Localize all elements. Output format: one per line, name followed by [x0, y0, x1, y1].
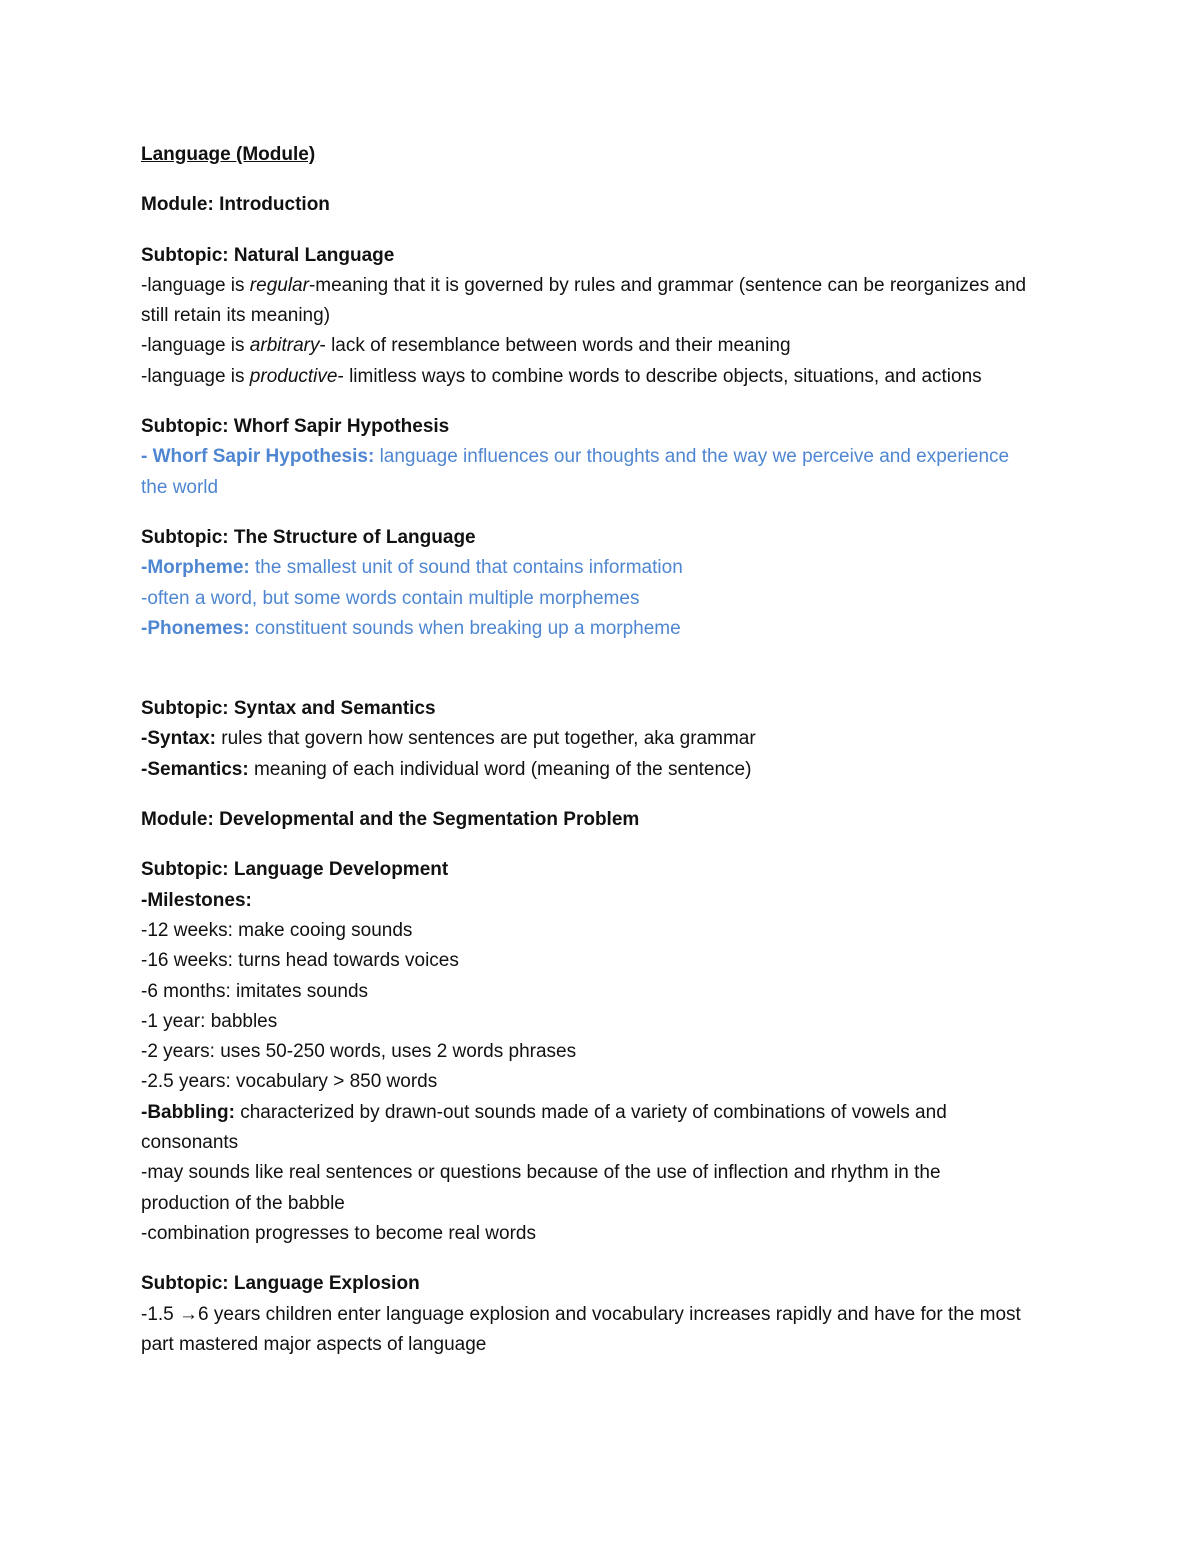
- natural-language-regular: -language is regular-meaning that it is governed by rules and grammar (sentence can be reorganizes and: [141, 274, 1027, 296]
- subtopic-heading-syntax-semantics: Subtopic: Syntax and Semantics: [141, 698, 436, 720]
- milestone-item: -2 years: uses 50-250 words, uses 2 words phrases: [141, 1041, 577, 1063]
- arrow-right-icon: →: [179, 1303, 199, 1325]
- milestone-item: -16 weeks: turns head towards voices: [141, 950, 459, 972]
- milestones-label: -Milestones:: [141, 889, 252, 911]
- phonemes-definition: -Phonemes: constituent sounds when breaking up a morpheme: [141, 617, 681, 639]
- module-heading-developmental: Module: Developmental and the Segmentation Problem: [141, 809, 640, 831]
- milestone-item: -2.5 years: vocabulary > 850 words: [141, 1071, 438, 1093]
- natural-language-productive: -language is productive- limitless ways to combine words to describe objects, situations, and actions: [141, 365, 982, 387]
- milestone-item: -1 year: babbles: [141, 1010, 278, 1032]
- babbling-definition-cont: consonants: [141, 1132, 239, 1154]
- babbling-note: -may sounds like real sentences or questions because of the use of inflection and rhythm in the: [141, 1162, 941, 1184]
- natural-language-regular-cont: still retain its meaning): [141, 305, 331, 327]
- semantics-definition: -Semantics: meaning of each individual word (meaning of the sentence): [141, 758, 752, 780]
- explosion-description: -1.5 →6 years children enter language explosion and vocabulary increases rapidly and have for the most: [141, 1303, 1021, 1325]
- whorf-sapir-definition: - Whorf Sapir Hypothesis: language influences our thoughts and the way we perceive and experience: [141, 446, 1010, 468]
- natural-language-arbitrary: -language is arbitrary- lack of resemblance between words and their meaning: [141, 335, 791, 357]
- milestone-item: -6 months: imitates sounds: [141, 980, 369, 1002]
- document-title: Language (Module): [141, 144, 316, 165]
- module-heading-introduction: Module: Introduction: [141, 194, 330, 216]
- babbling-definition: -Babbling: characterized by drawn-out sounds made of a variety of combinations of vowels and: [141, 1101, 947, 1123]
- subtopic-heading-language-development: Subtopic: Language Development: [141, 859, 449, 881]
- milestone-item: -12 weeks: make cooing sounds: [141, 919, 413, 941]
- babbling-note-cont: production of the babble: [141, 1192, 345, 1214]
- subtopic-heading-language-explosion: Subtopic: Language Explosion: [141, 1273, 420, 1295]
- combination-note: -combination progresses to become real words: [141, 1222, 536, 1244]
- morpheme-definition: -Morpheme: the smallest unit of sound that contains information: [141, 557, 683, 579]
- whorf-sapir-definition-cont: the world: [141, 476, 219, 498]
- subtopic-heading-structure: Subtopic: The Structure of Language: [141, 526, 476, 548]
- subtopic-heading-whorf-sapir: Subtopic: Whorf Sapir Hypothesis: [141, 416, 450, 438]
- syntax-definition: -Syntax: rules that govern how sentences are put together, aka grammar: [141, 728, 756, 750]
- morpheme-note: -often a word, but some words contain multiple morphemes: [141, 587, 640, 609]
- explosion-description-cont: part mastered major aspects of language: [141, 1333, 487, 1355]
- document-page: [141, 140, 1071, 1360]
- subtopic-heading-natural-language: Subtopic: Natural Language: [141, 244, 395, 266]
